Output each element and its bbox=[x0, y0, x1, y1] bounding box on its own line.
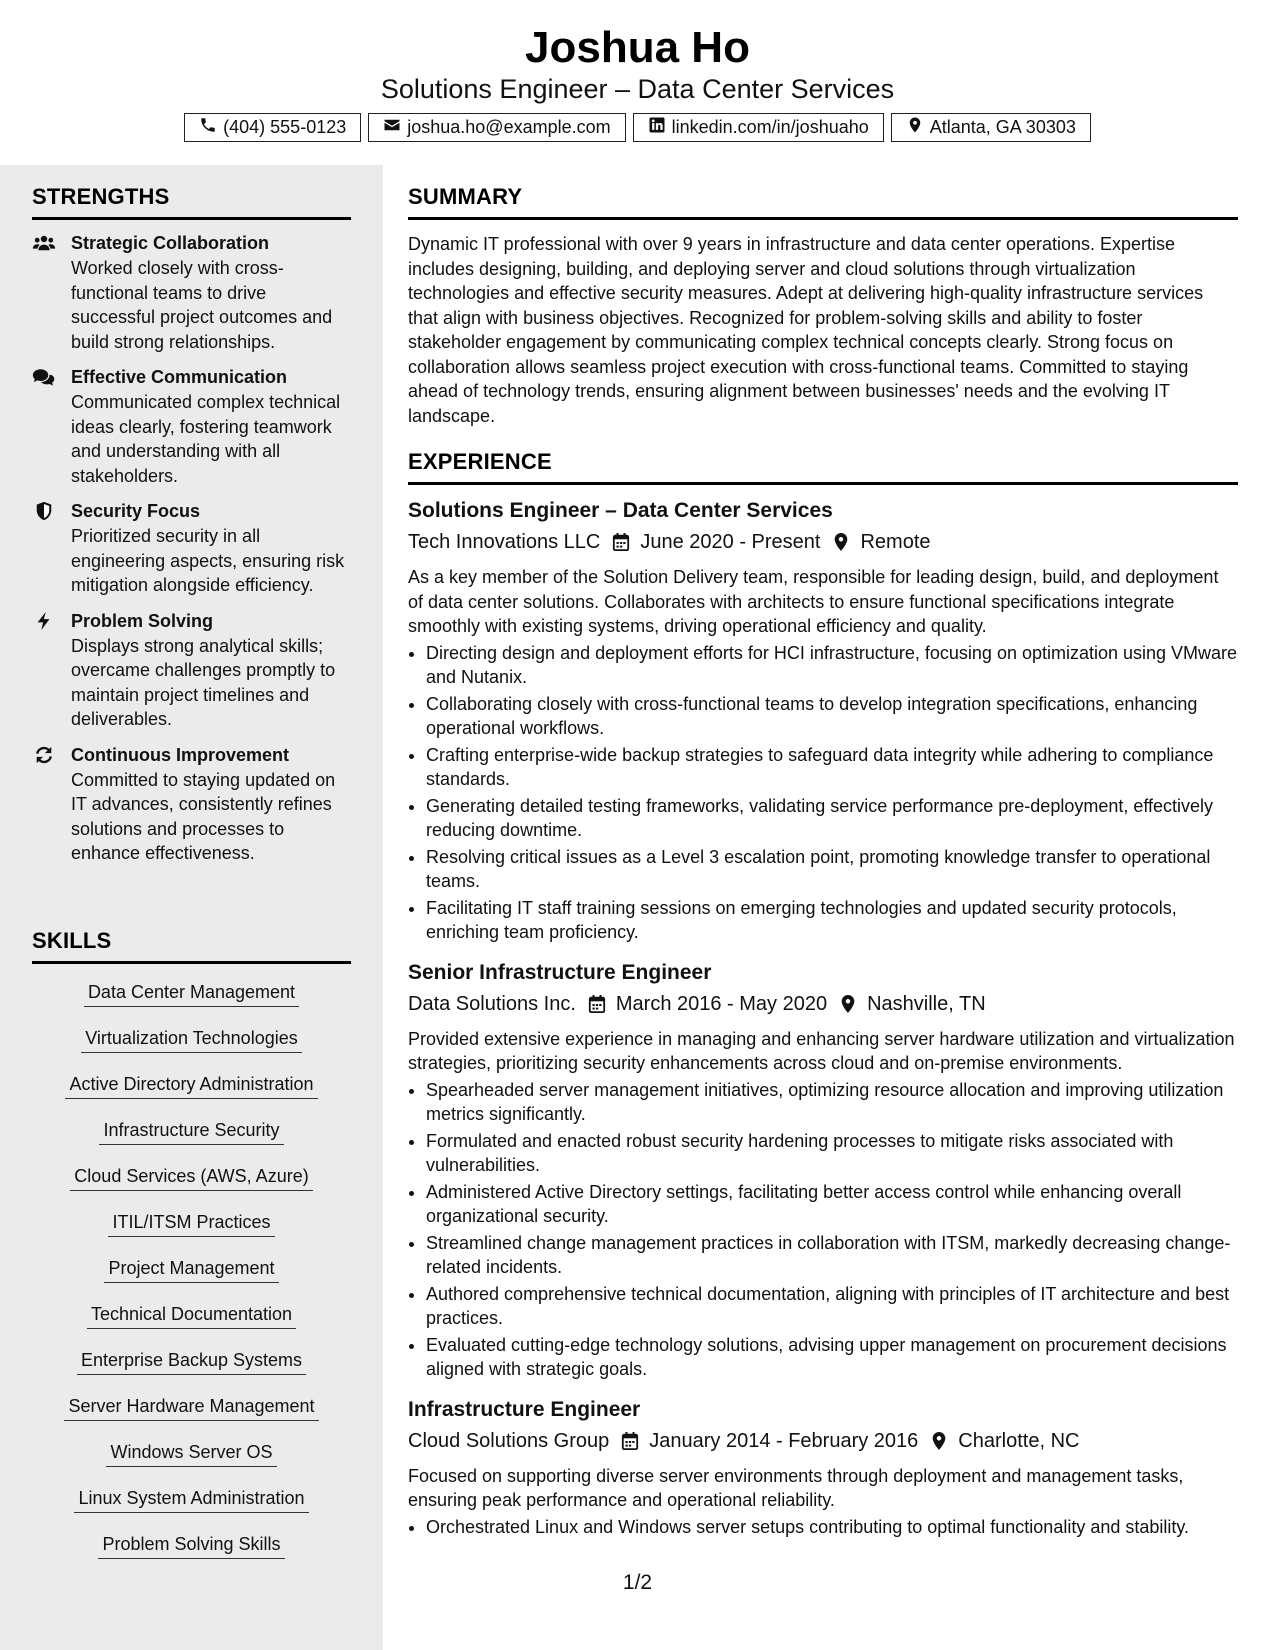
calendar-icon bbox=[588, 994, 606, 1014]
skills-section bbox=[32, 927, 351, 1578]
strengths-section bbox=[32, 183, 351, 866]
job-entry bbox=[408, 959, 1238, 1382]
contact-location bbox=[891, 113, 1091, 142]
skills-list bbox=[32, 980, 351, 1578]
job-bullet: • Formulated and enacted robust security hardening processes to mitigate risks associated with vulnerabilities. bbox=[426, 1129, 1238, 1178]
skill-tag: Problem Solving Skills bbox=[98, 1532, 284, 1559]
skill-tag: Linux System Administration bbox=[74, 1486, 308, 1513]
strength-item bbox=[32, 742, 351, 866]
strength-title: Continuous Improvement bbox=[71, 744, 290, 765]
strength-desc: Displays strong analytical skills; overcame challenges promptly to maintain project timelines and deliverables. bbox=[71, 635, 336, 729]
job-bullet: • Collaborating closely with cross-functional teams to develop integration specifications, enhancing operational workflows. bbox=[426, 692, 1238, 741]
contact-email-text: joshua.ho@example.com bbox=[407, 117, 611, 137]
job-bullets bbox=[408, 1078, 1238, 1382]
strengths-heading: STRENGTHS bbox=[32, 183, 351, 220]
job-meta bbox=[408, 1426, 1238, 1456]
summary-text: Dynamic IT professional with over 9 years in infrastructure and data center operations. Expertise includes designing, building, and deploying server and cloud solutions through virtualization technologies and effective security measures. Adept at delivering high-quality infrastructure services that align with business objectives. Recognized for problem-solving skills and ability to foster stakeholder engagement by communicating complex technical concepts clearly. Strong focus on collaboration allows seamless project execution with cross-functional teams. Committed to staying ahead of technology trends, ensuring alignment between businesses' needs and the evolving IT landscape. bbox=[408, 234, 1204, 426]
job-company: Tech Innovations LLC bbox=[408, 531, 601, 553]
map-marker-icon bbox=[930, 1431, 948, 1451]
strength-desc: Worked closely with cross-functional teams to drive successful project outcomes and build strong relationships. bbox=[71, 258, 333, 352]
contact-location-text: Atlanta, GA 30303 bbox=[929, 117, 1076, 137]
skill-tag: Windows Server OS bbox=[106, 1440, 276, 1467]
candidate-name: Joshua Ho bbox=[525, 23, 750, 72]
main-content bbox=[408, 183, 1238, 1553]
strength-title: Security Focus bbox=[71, 501, 201, 521]
sidebar bbox=[0, 165, 383, 1650]
summary-heading: SUMMARY bbox=[408, 183, 1238, 220]
job-entry bbox=[408, 497, 1238, 945]
envelope-icon bbox=[383, 116, 401, 139]
job-meta bbox=[408, 527, 1238, 557]
strength-desc: Prioritized security in all engineering aspects, ensuring risk mitigation alongside efficiency. bbox=[71, 526, 345, 595]
resume-header bbox=[0, 0, 1275, 165]
skill-tag: Server Hardware Management bbox=[64, 1394, 318, 1421]
skill-tag: Enterprise Backup Systems bbox=[77, 1348, 306, 1375]
job-bullet: • Evaluated cutting-edge technology solutions, advising upper management on procurement decisions aligned with strategic goals. bbox=[426, 1333, 1238, 1382]
job-dates: March 2016 - May 2020 bbox=[615, 992, 828, 1015]
job-title: Solutions Engineer – Data Center Services bbox=[408, 499, 833, 522]
job-bullet: • Crafting enterprise-wide backup strategies to safeguard data integrity while adhering to compliance standards. bbox=[426, 743, 1238, 792]
contact-email[interactable] bbox=[368, 113, 625, 142]
job-description: Focused on supporting diverse server environments through deployment and management tasks, ensuring peak performance and operational reliability. bbox=[408, 1465, 1184, 1510]
skill-tag: Cloud Services (AWS, Azure) bbox=[70, 1164, 312, 1191]
job-dates: June 2020 - Present bbox=[640, 531, 821, 553]
job-company: Cloud Solutions Group bbox=[408, 1429, 610, 1452]
sync-icon bbox=[32, 745, 58, 765]
strength-item bbox=[32, 498, 351, 598]
strength-title: Effective Communication bbox=[71, 367, 288, 387]
users-icon bbox=[32, 233, 58, 253]
job-dates: January 2014 - February 2016 bbox=[649, 1429, 919, 1452]
map-marker-icon bbox=[906, 116, 924, 139]
job-company: Data Solutions Inc. bbox=[408, 992, 576, 1015]
candidate-headline: Solutions Engineer – Data Center Services bbox=[380, 74, 895, 104]
job-location: Nashville, TN bbox=[867, 992, 986, 1015]
bolt-icon bbox=[32, 611, 58, 631]
skill-tag: Technical Documentation bbox=[87, 1302, 296, 1329]
skill-tag: Virtualization Technologies bbox=[81, 1026, 301, 1053]
phone-icon bbox=[199, 116, 217, 139]
shield-icon bbox=[32, 501, 58, 521]
job-bullet: • Streamlined change management practices in collaboration with ITSM, markedly decreasing change-related incidents. bbox=[426, 1231, 1238, 1280]
job-description: Provided extensive experience in managing and enhancing server hardware utilization and virtualization strategies, prioritizing security enhancements across cloud and on-premise environments. bbox=[408, 1028, 1235, 1073]
job-location: Charlotte, NC bbox=[958, 1429, 1080, 1452]
job-location: Remote bbox=[860, 531, 931, 553]
skill-tag: Infrastructure Security bbox=[99, 1118, 283, 1145]
strength-desc: Committed to staying updated on IT advances, consistently refines solutions and processes to enhance effectiveness. bbox=[71, 769, 336, 863]
job-bullet: • Orchestrated Linux and Windows server setups contributing to optimal functionality and stability. bbox=[426, 1515, 1238, 1540]
job-bullet: • Generating detailed testing frameworks, validating service performance pre-deployment, effectively reducing downtime. bbox=[426, 794, 1238, 843]
strength-item bbox=[32, 608, 351, 732]
linkedin-icon bbox=[648, 116, 666, 139]
job-description: As a key member of the Solution Delivery team, responsible for leading design, build, and deployment of data center solutions. Collaborates with architects to ensure functional specifications integrate smoothly with existing systems, driving operational efficiency and quality. bbox=[408, 567, 1219, 636]
contact-phone[interactable] bbox=[184, 113, 361, 142]
job-entry bbox=[408, 1396, 1238, 1540]
contact-phone-text: (404) 555-0123 bbox=[223, 117, 347, 137]
job-bullet: • Spearheaded server management initiatives, optimizing resource allocation and improving utilization metrics significantly. bbox=[426, 1078, 1238, 1127]
strength-title: Problem Solving bbox=[71, 610, 214, 631]
contact-linkedin-text: linkedin.com/in/joshuaho bbox=[671, 117, 869, 137]
contact-linkedin[interactable] bbox=[633, 113, 884, 142]
page-number: 1/2 bbox=[622, 1571, 653, 1594]
job-bullet: • Administered Active Directory settings, facilitating better access control while enhancing overall organizational security. bbox=[426, 1180, 1238, 1229]
job-bullet: • Authored comprehensive technical documentation, aligning with principles of IT architecture and best practices. bbox=[426, 1282, 1238, 1331]
skill-tag: Active Directory Administration bbox=[65, 1072, 317, 1099]
job-bullet: • Facilitating IT staff training sessions on emerging technologies and updated security protocols, enriching team proficiency. bbox=[426, 896, 1238, 945]
job-bullet: • Directing design and deployment efforts for HCI infrastructure, focusing on optimization using VMware and Nutanix. bbox=[426, 641, 1238, 690]
map-marker-icon bbox=[839, 994, 857, 1014]
contact-bar bbox=[0, 113, 1275, 142]
job-title: Senior Infrastructure Engineer bbox=[408, 960, 712, 984]
job-bullet: • Resolving critical issues as a Level 3 escalation point, promoting knowledge transfer to operational teams. bbox=[426, 845, 1238, 894]
job-bullets bbox=[408, 1515, 1238, 1540]
skill-tag: Project Management bbox=[104, 1256, 278, 1283]
job-title: Infrastructure Engineer bbox=[408, 1397, 641, 1421]
skill-tag: Data Center Management bbox=[84, 980, 299, 1007]
strength-item bbox=[32, 230, 351, 354]
comments-icon bbox=[32, 367, 58, 387]
job-bullets bbox=[408, 641, 1238, 945]
calendar-icon bbox=[621, 1431, 639, 1451]
job-meta bbox=[408, 989, 1238, 1019]
map-marker-icon bbox=[832, 532, 850, 552]
calendar-icon bbox=[612, 532, 630, 552]
strength-title: Strategic Collaboration bbox=[71, 233, 270, 253]
strength-desc: Communicated complex technical ideas clearly, fostering teamwork and understanding with all stakeholders. bbox=[71, 392, 341, 486]
experience-heading: EXPERIENCE bbox=[408, 448, 1238, 485]
skills-heading: SKILLS bbox=[32, 927, 351, 964]
skill-tag: ITIL/ITSM Practices bbox=[108, 1210, 274, 1237]
strength-item bbox=[32, 364, 351, 488]
